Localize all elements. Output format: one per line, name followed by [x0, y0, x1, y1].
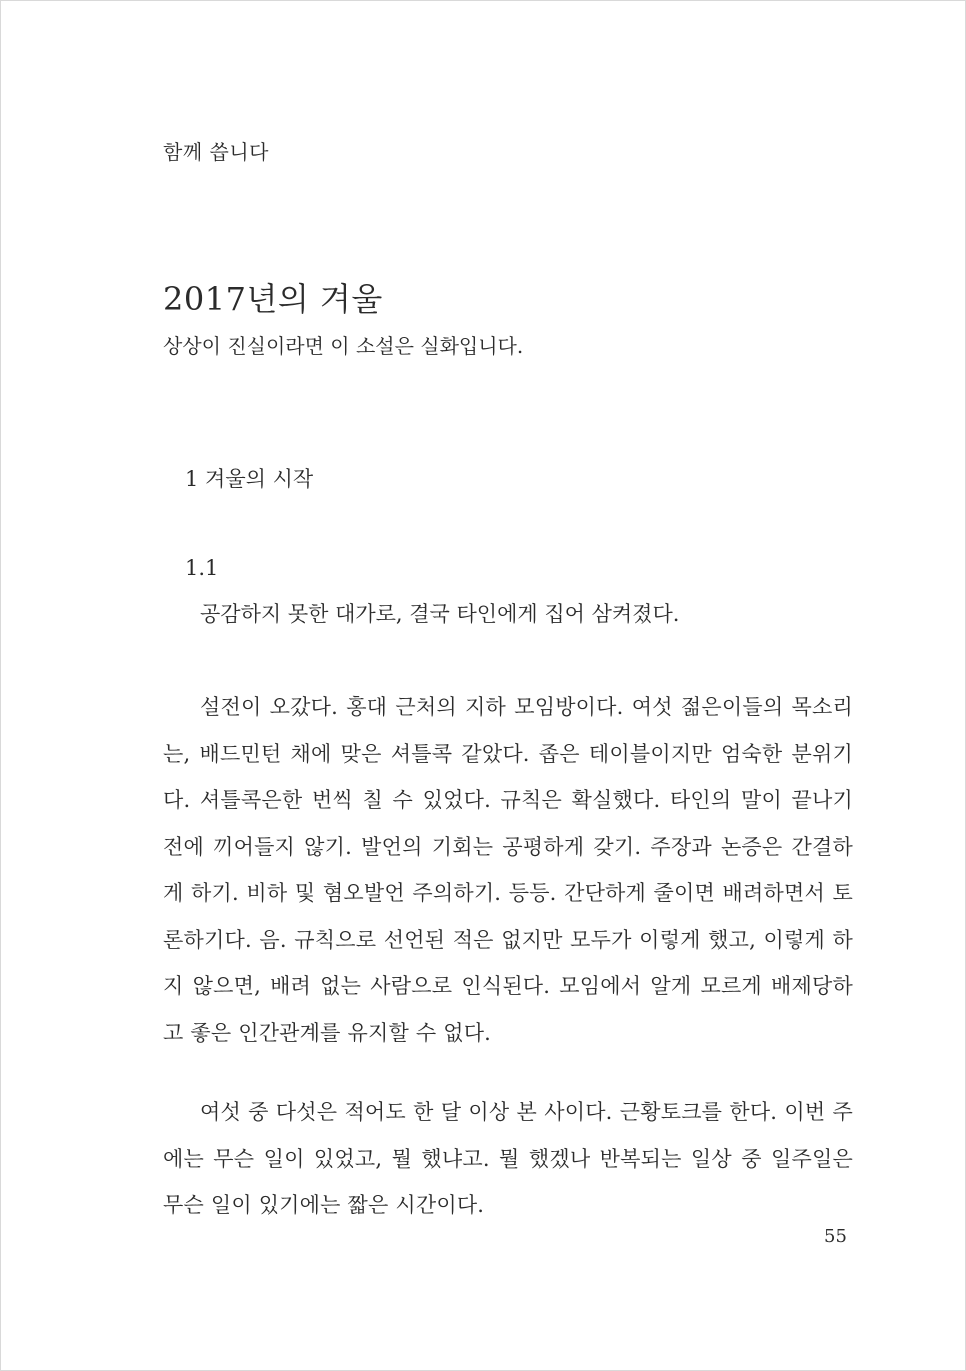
subsection-number: 1.1	[185, 556, 219, 580]
chapter-title: 2017년의 겨울	[163, 280, 383, 318]
chapter-subtitle: 상상이 진실이라면 이 소설은 실화입니다.	[163, 334, 524, 358]
page-number: 55	[824, 1226, 847, 1247]
running-header: 함께 씁니다	[163, 140, 269, 164]
body-paragraph: 여섯 중 다섯은 적어도 한 달 이상 본 사이다. 근황토크를 한다. 이번 주에는 무슨 일이 있었고, 뭘 했냐고. 뭘 했겠나 반복되는 일상 중 일주일은 무슨 일이 있기에는 짧은 시간이다.	[163, 1100, 853, 1217]
body-paragraph: 설전이 오갔다. 홍대 근처의 지하 모임방이다. 여섯 젊은이들의 목소리는, 배드민턴 채에 맞은 셔틀콕 같았다. 좁은 테이블이지만 엄숙한 분위기다. 셔틀콕은한 번씩 칠 수 있었다. 규칙은 확실했다. 타인의 말이 끝나기 전에 끼어들지 않기. 발언의 기회는 공평하게 갖기. 주장과 논증은 간결하게 하기. 비하 및 혐오발언 주의하기. 등등. 간단하게 줄이면 배려하면서 토론하기다. 음. 규칙으로 선언된 적은 없지만 모두가 이렇게 했고, 이렇게 하지 않으면, 배려 없는 사람으로 인식된다. 모임에서 알게 모르게 배제당하고 좋은 인간관계를 유지할 수 없다.	[163, 695, 853, 1045]
epigraph: 공감하지 못한 대가로, 결국 타인에게 집어 삼켜졌다.	[200, 602, 680, 626]
section-heading: 1 겨울의 시작	[185, 467, 314, 491]
